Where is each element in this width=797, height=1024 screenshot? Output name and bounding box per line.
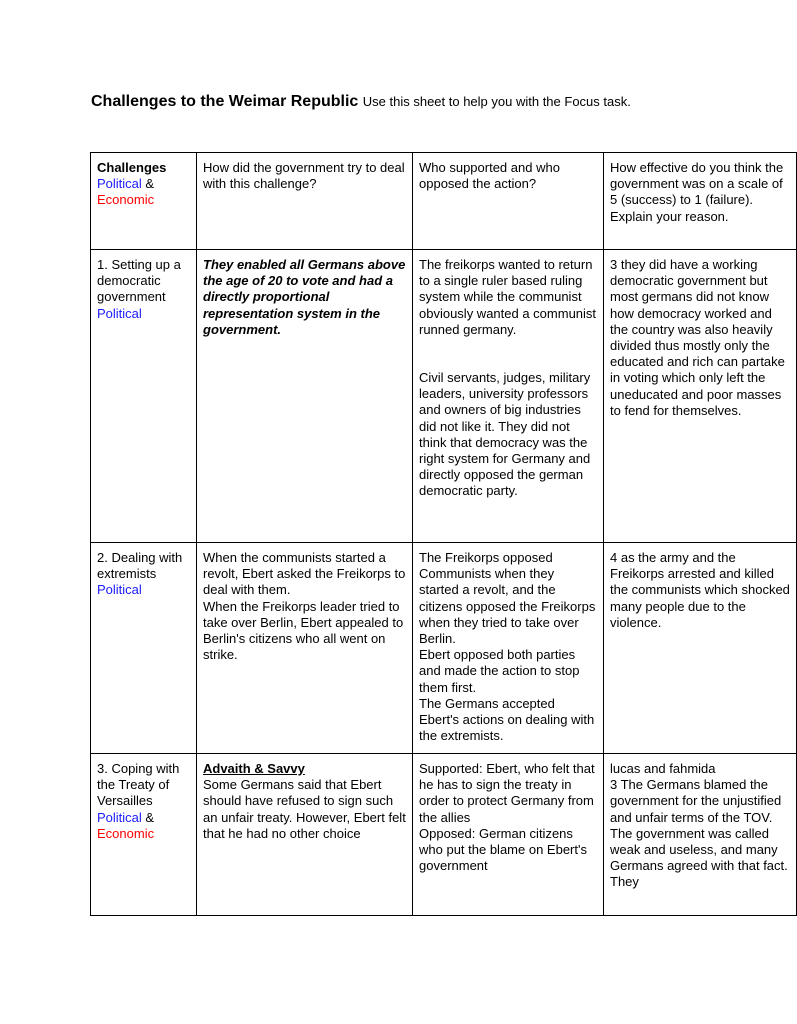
header-effectiveness: How effective do you think the government was on a scale of 5 (success) to 1 (failure). Explain your reason.	[604, 153, 797, 250]
challenges-table	[90, 152, 797, 916]
effectiveness-cell	[604, 543, 797, 754]
tag-economic: Economic	[97, 825, 155, 841]
page-title	[91, 93, 631, 111]
effectiveness-text: 3 The Germans blamed the government for the unjustified and unfair terms of the TOV. The government was called weak and useless, and many Germans agreed with that fact. They	[610, 777, 788, 890]
support-cell	[413, 754, 604, 916]
support-cell	[413, 543, 604, 754]
response-author: Advaith & Savvy	[203, 761, 305, 776]
tag-political: Political	[97, 809, 142, 825]
response-cell	[197, 543, 413, 754]
challenge-label: 3. Coping with the Treaty of Versailles	[97, 761, 180, 809]
support-text: Supported: Ebert, who felt that he has to sign the treaty in order to protect Germany from the allies	[419, 761, 595, 825]
support-text: The Freikorps opposed Communists when they started a revolt, and the citizens opposed the Freikorps when they tried to take over Berlin.	[419, 550, 596, 647]
table-row	[91, 250, 797, 543]
challenge-label: 2. Dealing with extremists	[97, 550, 183, 582]
support-text: The freikorps wanted to return to a single ruler based ruling system while the communist obviously wanted a communist runned germany.	[419, 257, 597, 337]
effectiveness-text: 3 they did have a working democratic government but most germans did not know how democracy worked and the country was also heavily divided thus mostly only the educated and rich can partake in voting which only left the uneducated and poor masses to fend for themselves.	[610, 257, 785, 418]
header-supporters: Who supported and who opposed the action?	[413, 153, 604, 250]
oppose-text: Civil servants, judges, military leaders, university professors and owners of big industries did not like it. They did not think that democracy was the right system for Germany and directly opposed the german democratic party.	[419, 370, 591, 499]
response-text: Some Germans said that Ebert should have refused to sign such an unfair treaty. However, Ebert felt that he had no other choice	[203, 777, 406, 841]
response-text: They enabled all Germans above the age of 20 to vote and had a directly proportional representation system in the government.	[203, 257, 406, 337]
tag-political: Political	[97, 305, 142, 321]
challenge-cell	[91, 543, 197, 754]
response-cell	[197, 250, 413, 543]
tag-amp: &	[141, 809, 155, 825]
table-row	[91, 754, 797, 916]
tag-amp: &	[141, 176, 155, 192]
effectiveness-cell	[604, 250, 797, 543]
effectiveness-text: 4 as the army and the Freikorps arrested and killed the communists which shocked many people due to the violence.	[610, 550, 790, 630]
tag-political: Political	[97, 176, 142, 192]
challenge-label: 1. Setting up a democratic government	[97, 257, 181, 305]
tag-political: Political	[97, 582, 142, 598]
effectiveness-cell	[604, 754, 797, 916]
tag-economic: Economic	[97, 192, 155, 208]
title-main: Challenges to the Weimar Republic	[91, 93, 359, 110]
challenge-cell	[91, 250, 197, 543]
table-row	[91, 543, 797, 754]
response-text: When the Freikorps leader tried to take over Berlin, Ebert appealed to Berlin's citizens who all went on strike.	[203, 598, 404, 663]
header-challenges-label: Challenges	[97, 160, 167, 175]
response-text: When the communists started a revolt, Ebert asked the Freikorps to deal with them.	[203, 550, 406, 598]
support-text: Ebert opposed both parties and made the action to stop them first.	[419, 647, 580, 695]
support-text: The Germans accepted Ebert's actions on dealing with the extremists.	[419, 695, 595, 744]
oppose-text: Opposed: German citizens who put the blame on Ebert's government	[419, 825, 587, 874]
effectiveness-author: lucas and fahmida	[610, 761, 716, 776]
response-cell	[197, 754, 413, 916]
header-challenges	[91, 153, 197, 250]
header-government-action: How did the government try to deal with this challenge?	[197, 153, 413, 250]
title-instruction: Use this sheet to help you with the Focus task.	[362, 94, 631, 109]
support-cell	[413, 250, 604, 543]
header-row	[91, 153, 797, 250]
challenge-cell	[91, 754, 197, 916]
